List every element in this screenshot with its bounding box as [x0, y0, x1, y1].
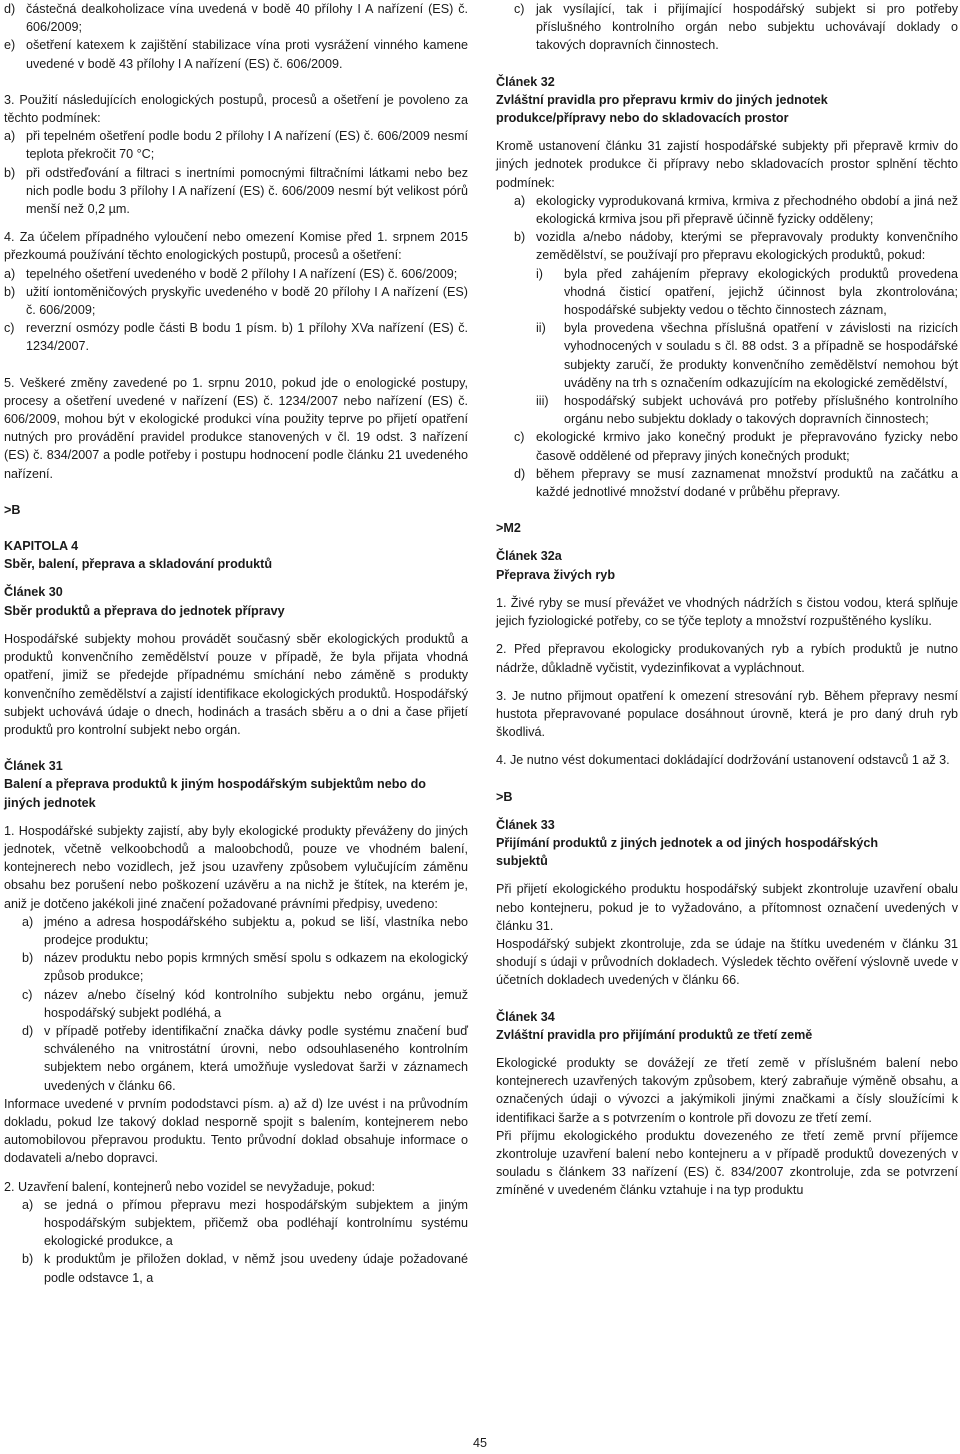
list-item: e) ošetření katexem k zajištění stabilizace vína proti vysrážení vinného kamene uvedené v bodě 43 přílohy I A nařízení (ES) č. 606/2009. [4, 38, 468, 71]
paragraph: 1. Hospodářské subjekty zajistí, aby byly ekologické produkty převáženy do jiných jednotek, včetně velkoobchodů a maloobchodů, pouze ve vhodném balení, kontejnerech nebo vozidlech, jež jsou uzavřeny způsobem vylučujícím záměnu obsahu bez porušení nebo poškození uzávěru a na nichž je štítek, na kterém je, aniž je dotčeno jakékoli jiné značení požadované právními předpisy, uvedeno: [4, 823, 468, 911]
article-subtitle: Zvláštní pravidla pro přijímání produktů ze třetí země [496, 1027, 813, 1042]
article-title: Článek 30 [4, 585, 63, 600]
article-title: Článek 33 [496, 817, 555, 832]
sub-list-item: iii) hospodářský subjekt uchovává pro potřeby příslušného kontrolního orgánu nebo subjektu doklady o takových dopravních činnostech; [536, 394, 958, 427]
article-subtitle: Zvláštní pravidla pro přepravu krmiv do jiných jednotek produkce/přípravy nebo do skladovacích prostor [496, 92, 828, 126]
list-item: c) ekologické krmivo jako konečný produkt je přepravováno fyzicky nebo časově oddělené od přepravy jiných konečných produkt; [514, 430, 958, 463]
paragraph: Kromě ustanovení článku 31 zajistí hospodářské subjekty při přepravě krmiv do jiných jednotek produkce či přípravy nebo skladovacích prostor splnění těchto podmínek: [496, 139, 958, 190]
paragraph: Při přijetí ekologického produktu hospodářský subjekt zkontroluje uzavření obalu nebo kontejneru, pokud je to vyžadováno, a přítomnost označení uvedených v článku 31. [496, 882, 958, 933]
article-subtitle: Balení a přeprava produktů k jiným hospodářským subjektům nebo do jiných jednotek [4, 777, 426, 810]
paragraph: 2. Před přepravou ekologicky produkovaných ryb a rybích produktů je nutno nádrže, důkladně vyčistit, vydezinfikovat a vypláchnout. [496, 642, 958, 675]
paragraph: 1. Živé ryby se musí převážet ve vhodných nádržích s čistou vodou, která splňuje jejich fyziologické potřeby, co se týče teploty a množství rozpuštěného kyslíku. [496, 595, 958, 629]
list-item: d) v případě potřeby identifikační značka dávky podle systému značení buď schváleného na vnitrostátní úrovni, nebo odsouhlaseného kontrolním subjektem nebo orgánem, která umožňuje vysledovat šarži v záznamech uvedených v článku 66. [22, 1023, 468, 1093]
article-title: Článek 32a [496, 549, 562, 564]
article-subtitle: Přeprava živých ryb [496, 567, 616, 582]
list-item: a) tepelného ošetření uvedeného v bodě 2 přílohy I A nařízení (ES) č. 606/2009; [4, 266, 458, 281]
paragraph: 4. Za účelem případného vyloučení nebo omezení Komise před 1. srpnem 2015 přezkoumá používání těchto enologických postupů, procesů a ošetření: [4, 230, 468, 263]
list-item: b) užití iontoměničových pryskyřic uvedeného v bodě 20 přílohy I A nařízení (ES) č. 606/2009; [4, 284, 468, 318]
right-column [496, 0, 958, 1200]
list-item: c) název a/nebo číselný kód kontrolního subjektu nebo orgánu, jemuž hospodářský subjekt podléhá, a [22, 987, 468, 1020]
article-title: Článek 32 [496, 74, 555, 89]
list-item: d) během přepravy se musí zaznamenat množství produktů na začátku a každé jednotlivé množství dodané v průběhu přepravy. [514, 466, 958, 500]
chapter-title: Sběr, balení, přeprava a skladování produktů [4, 557, 273, 572]
article-subtitle: Přijímání produktů z jiných jednotek a od jiných hospodářských subjektů [496, 835, 879, 869]
left-column [4, 0, 468, 1287]
article-title: Článek 34 [496, 1009, 555, 1024]
paragraph: 3. Použití následujících enologických postupů, procesů a ošetření je povoleno za těchto podmínek: [4, 92, 468, 126]
paragraph: 5. Veškeré změny zavedené po 1. srpnu 2010, pokud jde o enologické postupy, procesy a ošetření uvedené v nařízení (ES) č. 1234/2007 nebo nařízení (ES) č. 606/2009, mohou být v ekologické produkci vína použity teprve po přijetí opatření nutných pro provádění pravidel produkce stanovených v čl. 19 odst. 3 nařízení (ES) č. 834/2007 a podle potřeby i postupu hodnocení podle článku 21 uvedeného nařízení. [4, 375, 468, 481]
paragraph: Hospodářské subjekty mohou provádět současný sběr ekologických produktů a produktů konvenčního zemědělství pouze v případě, že byla přijata vhodná opatření, jimiž se předejde případnému smíchání nebo záměně s produkty konvenčního zemědělství a zajistí identifikace ekologických produktů. Hospodářský subjekt uchovává údaje o dnech, hodinách a trasách sběru a o dni a čase přijetí produktů pro kontrolní subjekt nebo orgán. [4, 631, 468, 737]
list-item: a) ekologicky vyprodukovaná krmiva, krmiva z přechodného období a jiná než ekologická krmiva jsou při přepravě účinně fyzicky odděleny; [514, 193, 958, 227]
list-item: a) při tepelném ošetření podle bodu 2 přílohy I A nařízení (ES) č. 606/2009 nesmí teplota překročit 70 °C; [4, 129, 468, 162]
paragraph: 2. Uzavření balení, kontejnerů nebo vozidel se nevyžaduje, pokud: [4, 1179, 376, 1194]
list-item: a) se jedná o přímou přepravu mezi hospodářským subjektem a jiným hospodářským subjektem, přičemž oba podléhají kontrolnímu systému ekologické produkce, a [22, 1197, 468, 1249]
list-item: b) k produktům je přiložen doklad, v němž jsou uvedeny údaje požadované podle odstavce 1, a [22, 1252, 468, 1285]
page-number: 45 [472, 1436, 487, 1450]
amendment-marker: >M2 [496, 521, 521, 536]
sub-list-item: i) byla před zahájením přepravy ekologických produktů provedena vhodná čisticí opatření, jejichž účinnost byla zkontrolována; hospodářské subjekty vedou o těchto činnostech záznam, [536, 266, 958, 318]
list-item: b) vozidla a/nebo nádoby, kterými se přepravovaly produkty konvenčního zemědělství, se používají pro přepravu ekologických produktů, pokud: [514, 230, 958, 263]
list-item: b) při odstřeďování a filtraci s inertními pomocnými filtračními látkami nebo bez nich podle bodu 3 přílohy I A nařízení (ES) č. 606/2009 nesmí být velikost pórů menší než 0,2 µm. [4, 165, 468, 217]
article-subtitle: Sběr produktů a přeprava do jednotek přípravy [4, 603, 285, 618]
chapter-number: KAPITOLA 4 [4, 539, 79, 554]
paragraph: Při příjmu ekologického produktu dovezeného ze třetí země první příjemce zkontroluje uzavření balení nebo kontejneru a v případě produktů dovezených v souladu s článkem 33 nařízení (ES) č. 834/2007 zkontroluje, zda se potvrzení zmíněné v uvedeném článku vztahuje i na typ produktu [496, 1128, 958, 1198]
paragraph: 3. Je nutno přijmout opatření k omezení stresování ryb. Během přepravy nesmí hustota přepravované populace dosáhnout úrovně, která je pro daný druh ryb škodlivá. [496, 688, 958, 740]
paragraph: Ekologické produkty se dovážejí ze třetí země v příslušném balení nebo kontejnerech uzavřených takovým způsobem, který zabraňuje výměně obsahu, a označených údaji o vývozci a jakýmikoli jinými značkami a čísly sloužícími k identifikaci šarže a s potvrzením o kontrole při dovozu ze třetí zemí. [496, 1055, 958, 1125]
paragraph: Hospodářský subjekt zkontroluje, zda se údaje na štítku uvedeném v článku 31 shodují s údaji v průvodních dokladech. Výsledek těchto ověření výslovně uvede v účetních dokladech uvedených v článku 66. [496, 936, 958, 988]
list-item: c) jak vysílající, tak i přijímající hospodářský subjekt si pro potřeby příslušného kontrolního orgán nebo subjektu uchovávají doklady o takových dopravních činnostech. [514, 2, 958, 53]
paragraph: Informace uvedené v prvním pododstavci písm. a) až d) lze uvést i na průvodním dokladu, pokud lze takový doklad nesporně spojit s balením, kontejnerem nebo automobilovou přepravou produktu. Tento průvodní doklad obsahuje informace o dodavateli a/nebo dopravci. [4, 1096, 468, 1166]
list-item: a) jméno a adresa hospodářského subjektu a, pokud se liší, vlastníka nebo prodejce produktu; [22, 914, 468, 947]
article-title: Článek 31 [4, 759, 63, 774]
list-item: d) částečná dealkoholizace vína uvedená v bodě 40 přílohy I A nařízení (ES) č. 606/2009; [4, 2, 468, 35]
amendment-marker: >B [4, 502, 21, 517]
amendment-marker: >B [496, 789, 513, 804]
paragraph: 4. Je nutno vést dokumentaci dokládající dodržování ustanovení odstavců 1 až 3. [496, 753, 950, 768]
list-item: c) reverzní osmózy podle části B bodu 1 písm. b) 1 přílohy XVa nařízení (ES) č. 1234/2007. [4, 321, 468, 354]
list-item: b) název produktu nebo popis krmných směsí spolu s odkazem na ekologický způsob produkce; [22, 951, 468, 984]
sub-list-item: ii) byla provedena všechna příslušná opatření v závislosti na rizicích vyhodnocených v souladu s čl. 88 odst. 3 a případně se hospodářské subjekty zaručí, že produkty konvenčního zemědělství nemohou být uváděny na trh s označením odkazujícím na ekologické zemědělství, [536, 321, 958, 390]
